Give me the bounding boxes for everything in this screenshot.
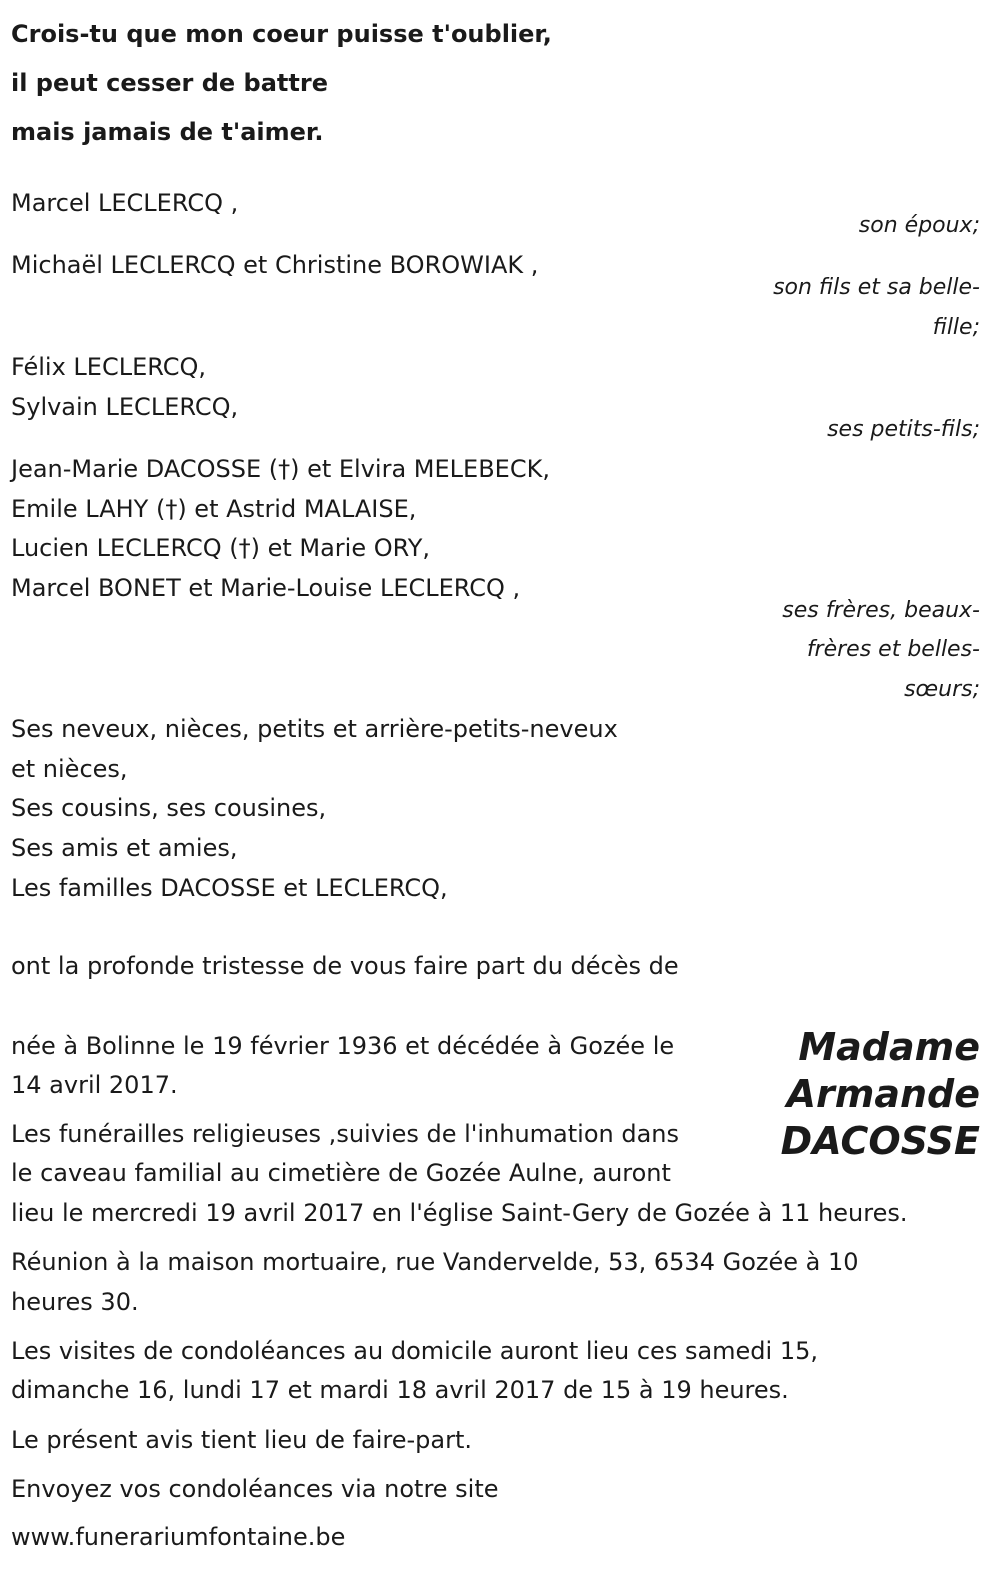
family-relation: ses petits-fils; [827, 417, 980, 442]
family-others-line: Ses amis et amies, [11, 834, 238, 862]
birth-death-line: 14 avril 2017. [11, 1071, 178, 1099]
family-others-line: et nièces, [11, 755, 128, 783]
funeral-line: le caveau familial au cimetière de Gozée Aulne, auront [11, 1159, 671, 1187]
family-relation: fille; [932, 315, 980, 340]
poem [11, 10, 552, 157]
family-name: Sylvain LECLERCQ, [11, 393, 239, 421]
deceased-name-line: Armande [786, 1072, 980, 1116]
notice: Le présent avis tient lieu de faire-part. [11, 1426, 473, 1454]
family-relation: frères et belles- [806, 637, 980, 662]
poem-line: il peut cesser de battre [11, 69, 328, 97]
announcement: ont la profonde tristesse de vous faire part du décès de [11, 952, 679, 980]
family-relation: ses frères, beaux- [782, 598, 980, 623]
family-name: Emile LAHY (†) et Astrid MALAISE, [11, 495, 417, 523]
family-relation: son fils et sa belle- [773, 275, 980, 300]
family-name: Marcel BONET et Marie-Louise LECLERCQ , [11, 574, 521, 602]
family-name: Félix LECLERCQ, [11, 353, 207, 381]
visits-line: dimanche 16, lundi 17 et mardi 18 avril 2017 de 15 à 19 heures. [11, 1376, 789, 1404]
birth-death-line: née à Bolinne le 19 février 1936 et décédée à Gozée le [11, 1032, 675, 1060]
condolences-text: Envoyez vos condoléances via notre site [11, 1475, 499, 1503]
funeral-line: lieu le mercredi 19 avril 2017 en l'église Saint-Gery de Gozée à 11 heures. [11, 1199, 908, 1227]
condolences-website-link[interactable]: www.funerariumfontaine.be [11, 1523, 346, 1551]
family-others-line: Ses cousins, ses cousines, [11, 794, 327, 822]
family-others-line: Ses neveux, nièces, petits et arrière-petits-neveux [11, 715, 618, 743]
poem-line: mais jamais de t'aimer. [11, 118, 324, 146]
deceased-name [781, 1024, 980, 1165]
family-others-line: Les familles DACOSSE et LECLERCQ, [11, 874, 448, 902]
family-relation: son époux; [858, 213, 980, 238]
funeral-line: Les funérailles religieuses ,suivies de l'inhumation dans [11, 1120, 680, 1148]
meeting-line: heures 30. [11, 1288, 139, 1316]
family-name: Marcel LECLERCQ , [11, 189, 239, 217]
family-name: Jean-Marie DACOSSE (†) et Elvira MELEBECK, [11, 455, 550, 483]
poem-line: Crois-tu que mon coeur puisse t'oublier, [11, 20, 552, 48]
family-name: Lucien LECLERCQ (†) et Marie ORY, [11, 534, 431, 562]
deceased-name-line: DACOSSE [780, 1119, 980, 1163]
visits-line: Les visites de condoléances au domicile auront lieu ces samedi 15, [11, 1337, 818, 1365]
deceased-name-line: Madame [798, 1025, 980, 1069]
meeting-line: Réunion à la maison mortuaire, rue Vandervelde, 53, 6534 Gozée à 10 [11, 1248, 859, 1276]
family-relation: sœurs; [904, 677, 980, 702]
family-name: Michaël LECLERCQ et Christine BOROWIAK , [11, 251, 539, 279]
